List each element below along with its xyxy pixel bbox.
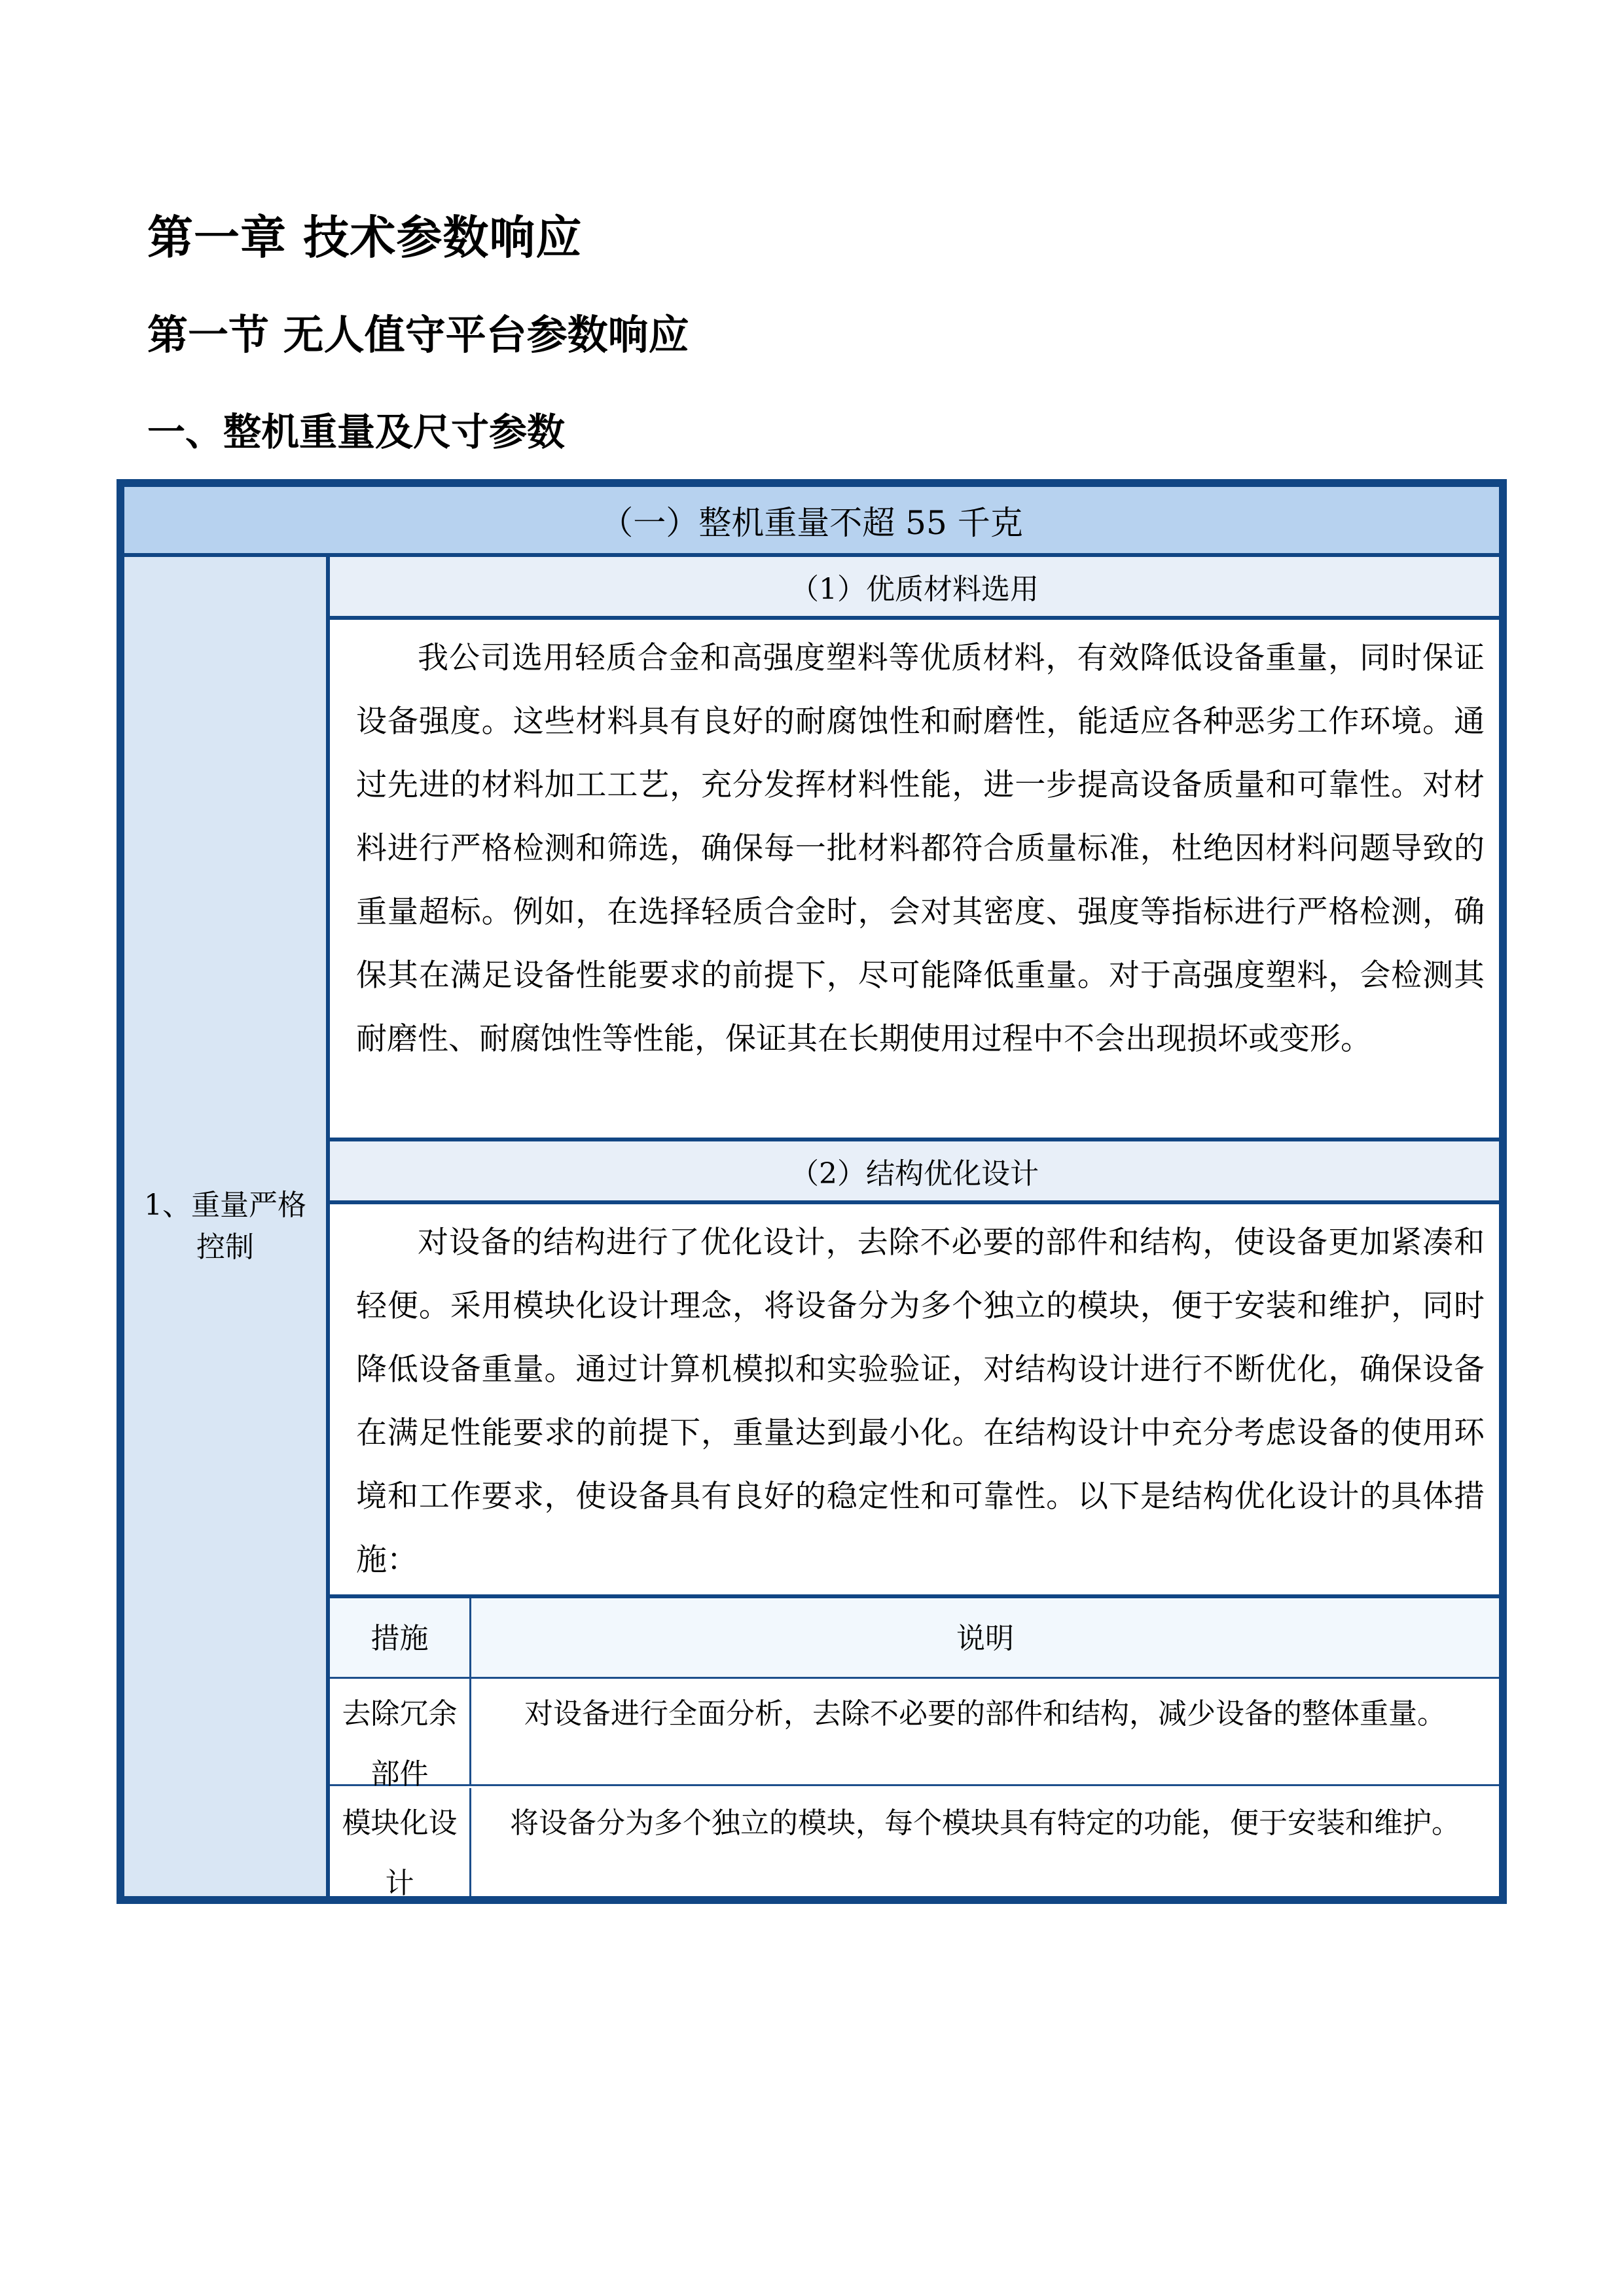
subsection-heading: 一、整机重量及尺寸参数 [147,410,566,454]
table-row [330,1788,1499,1900]
table-row [330,1679,1499,1791]
section-heading: 第一节 无人值守平台参数响应 [147,311,689,359]
subheader-structure-optimization: （2）结构优化设计 [330,1141,1499,1200]
header-measure: 措施 [330,1598,471,1677]
measure-description: 对设备进行全面分析，去除不必要的部件和结构，减少设备的整体重量。 [524,1697,1446,1731]
subheader-material-selection: （1）优质材料选用 [330,557,1499,616]
paragraph-material-selection [330,620,1499,1138]
paragraph-structure-optimization [330,1204,1499,1594]
paragraph-text: 对设备的结构进行了优化设计，去除不必要的部件和结构，使设备更加紧凑和轻便。采用模块化设计理念，将设备分为多个独立的模块，便于安装和维护，同时降低设备重量。通过计算机模拟和实验验证，对结构设计进行不断优化，确保设备在满足性能要求的前提下，重量达到最小化。在结构设计中充分考虑设备的使用环境和工作要求，使设备具有良好的稳定性和可靠性。以下是结构优化设计的具体措施： [356,1225,1485,1578]
paragraph-text: 我公司选用轻质合金和高强度塑料等优质材料，有效降低设备重量，同时保证设备强度。这些材料具有良好的耐腐蚀性和耐磨性，能适应各种恶劣工作环境。通过先进的材料加工工艺，充分发挥材料性能，进一步提高设备质量和可靠性。对材料进行严格检测和筛选，确保每一批材料都符合质量标准，杜绝因材料问题导致的重量超标。例如，在选择轻质合金时，会对其密度、强度等指标进行严格检测，确保其在满足设备性能要求的前提下，尽可能降低重量。对于高强度塑料，会检测其耐磨性、耐腐蚀性等性能，保证其在长期使用过程中不会出现损坏或变形。 [356,640,1485,1057]
row-label-weight-control [124,557,326,1896]
measure-name: 去除冗余部件 [330,1679,471,1784]
table-title: （一）整机重量不超 55 千克 [124,487,1499,553]
row-label-text: 1、重量严格控制 [144,1189,306,1264]
chapter-heading: 第一章 技术参数响应 [147,211,583,264]
measure-name: 模块化设计 [330,1788,471,1896]
weight-response-table [117,479,1507,1904]
header-description: 说明 [956,1622,1014,1655]
measures-table [330,1598,1499,1900]
measures-table-header [330,1598,1499,1679]
measure-description: 将设备分为多个独立的模块，每个模块具有特定的功能，便于安装和维护。 [510,1806,1460,1840]
